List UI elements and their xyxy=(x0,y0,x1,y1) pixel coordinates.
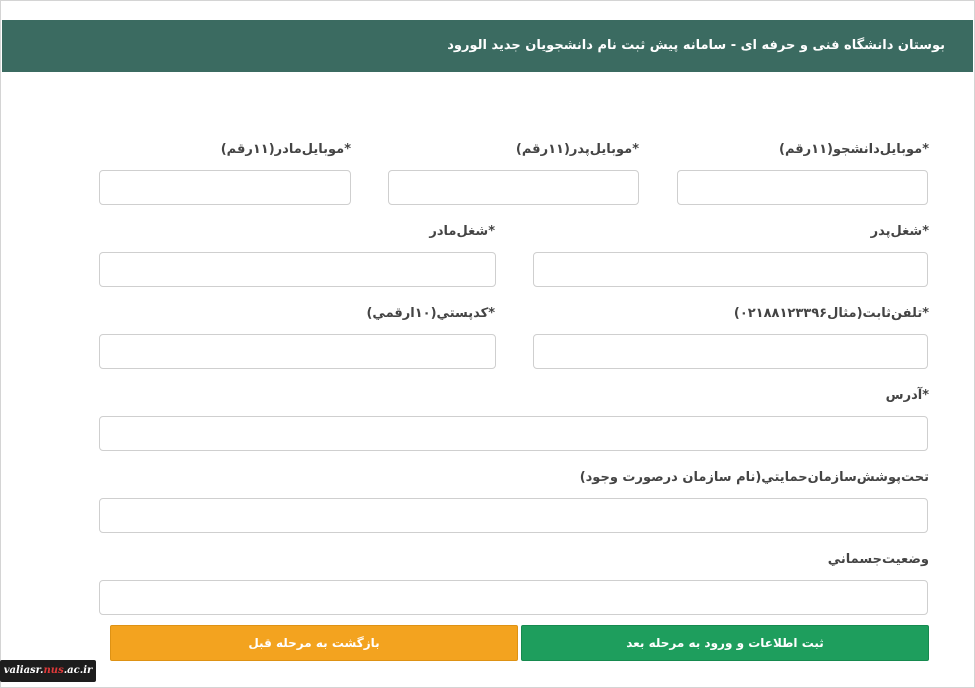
father-job-input[interactable] xyxy=(533,252,928,287)
address-label: *آدرس xyxy=(885,388,929,403)
father-job-label: *شغل‌پدر xyxy=(870,224,929,239)
watermark-suffix: .ac.ir xyxy=(63,665,93,676)
page-title: بوستان دانشگاه فنی و حرفه ای - سامانه پیش ثبت نام دانشجویان جدید الورود xyxy=(447,38,945,53)
watermark-prefix: valiasr. xyxy=(3,665,44,676)
address-input[interactable] xyxy=(99,416,928,451)
student-mobile-label: *موبایل‌دانشجو(۱۱رقم) xyxy=(779,142,929,157)
physical-status-input[interactable] xyxy=(99,580,928,615)
mother-job-input[interactable] xyxy=(99,252,496,287)
student-mobile-input[interactable] xyxy=(677,170,928,205)
watermark-accent: nus xyxy=(43,665,64,676)
back-previous-button[interactable]: بازگشت به مرحله قبل xyxy=(110,625,518,661)
mother-mobile-label: *موبایل‌مادر(۱۱رقم) xyxy=(220,142,351,157)
submit-next-button[interactable]: ثبت اطلاعات و ورود به مرحله بعد xyxy=(521,625,929,661)
page-header xyxy=(2,20,973,72)
landline-input[interactable] xyxy=(533,334,928,369)
support-org-input[interactable] xyxy=(99,498,928,533)
physical-status-label: وضعیت‌جسماني xyxy=(827,552,929,567)
site-watermark xyxy=(0,660,96,682)
father-mobile-input[interactable] xyxy=(388,170,639,205)
postal-code-label: *کدپستي(۱۰ارقمي) xyxy=(366,306,495,321)
mother-mobile-input[interactable] xyxy=(99,170,351,205)
support-org-label: تحت‌پوشش‌سازمان‌حمايتي(نام سازمان درصورت وجود) xyxy=(579,470,929,485)
father-mobile-label: *موبایل‌پدر(۱۱رقم) xyxy=(515,142,639,157)
postal-code-input[interactable] xyxy=(99,334,496,369)
landline-label: *تلفن‌ثابت(مثال۰۲۱۸۸۱۲۳۳۹۶) xyxy=(733,306,929,321)
mother-job-label: *شغل‌مادر xyxy=(429,224,495,239)
